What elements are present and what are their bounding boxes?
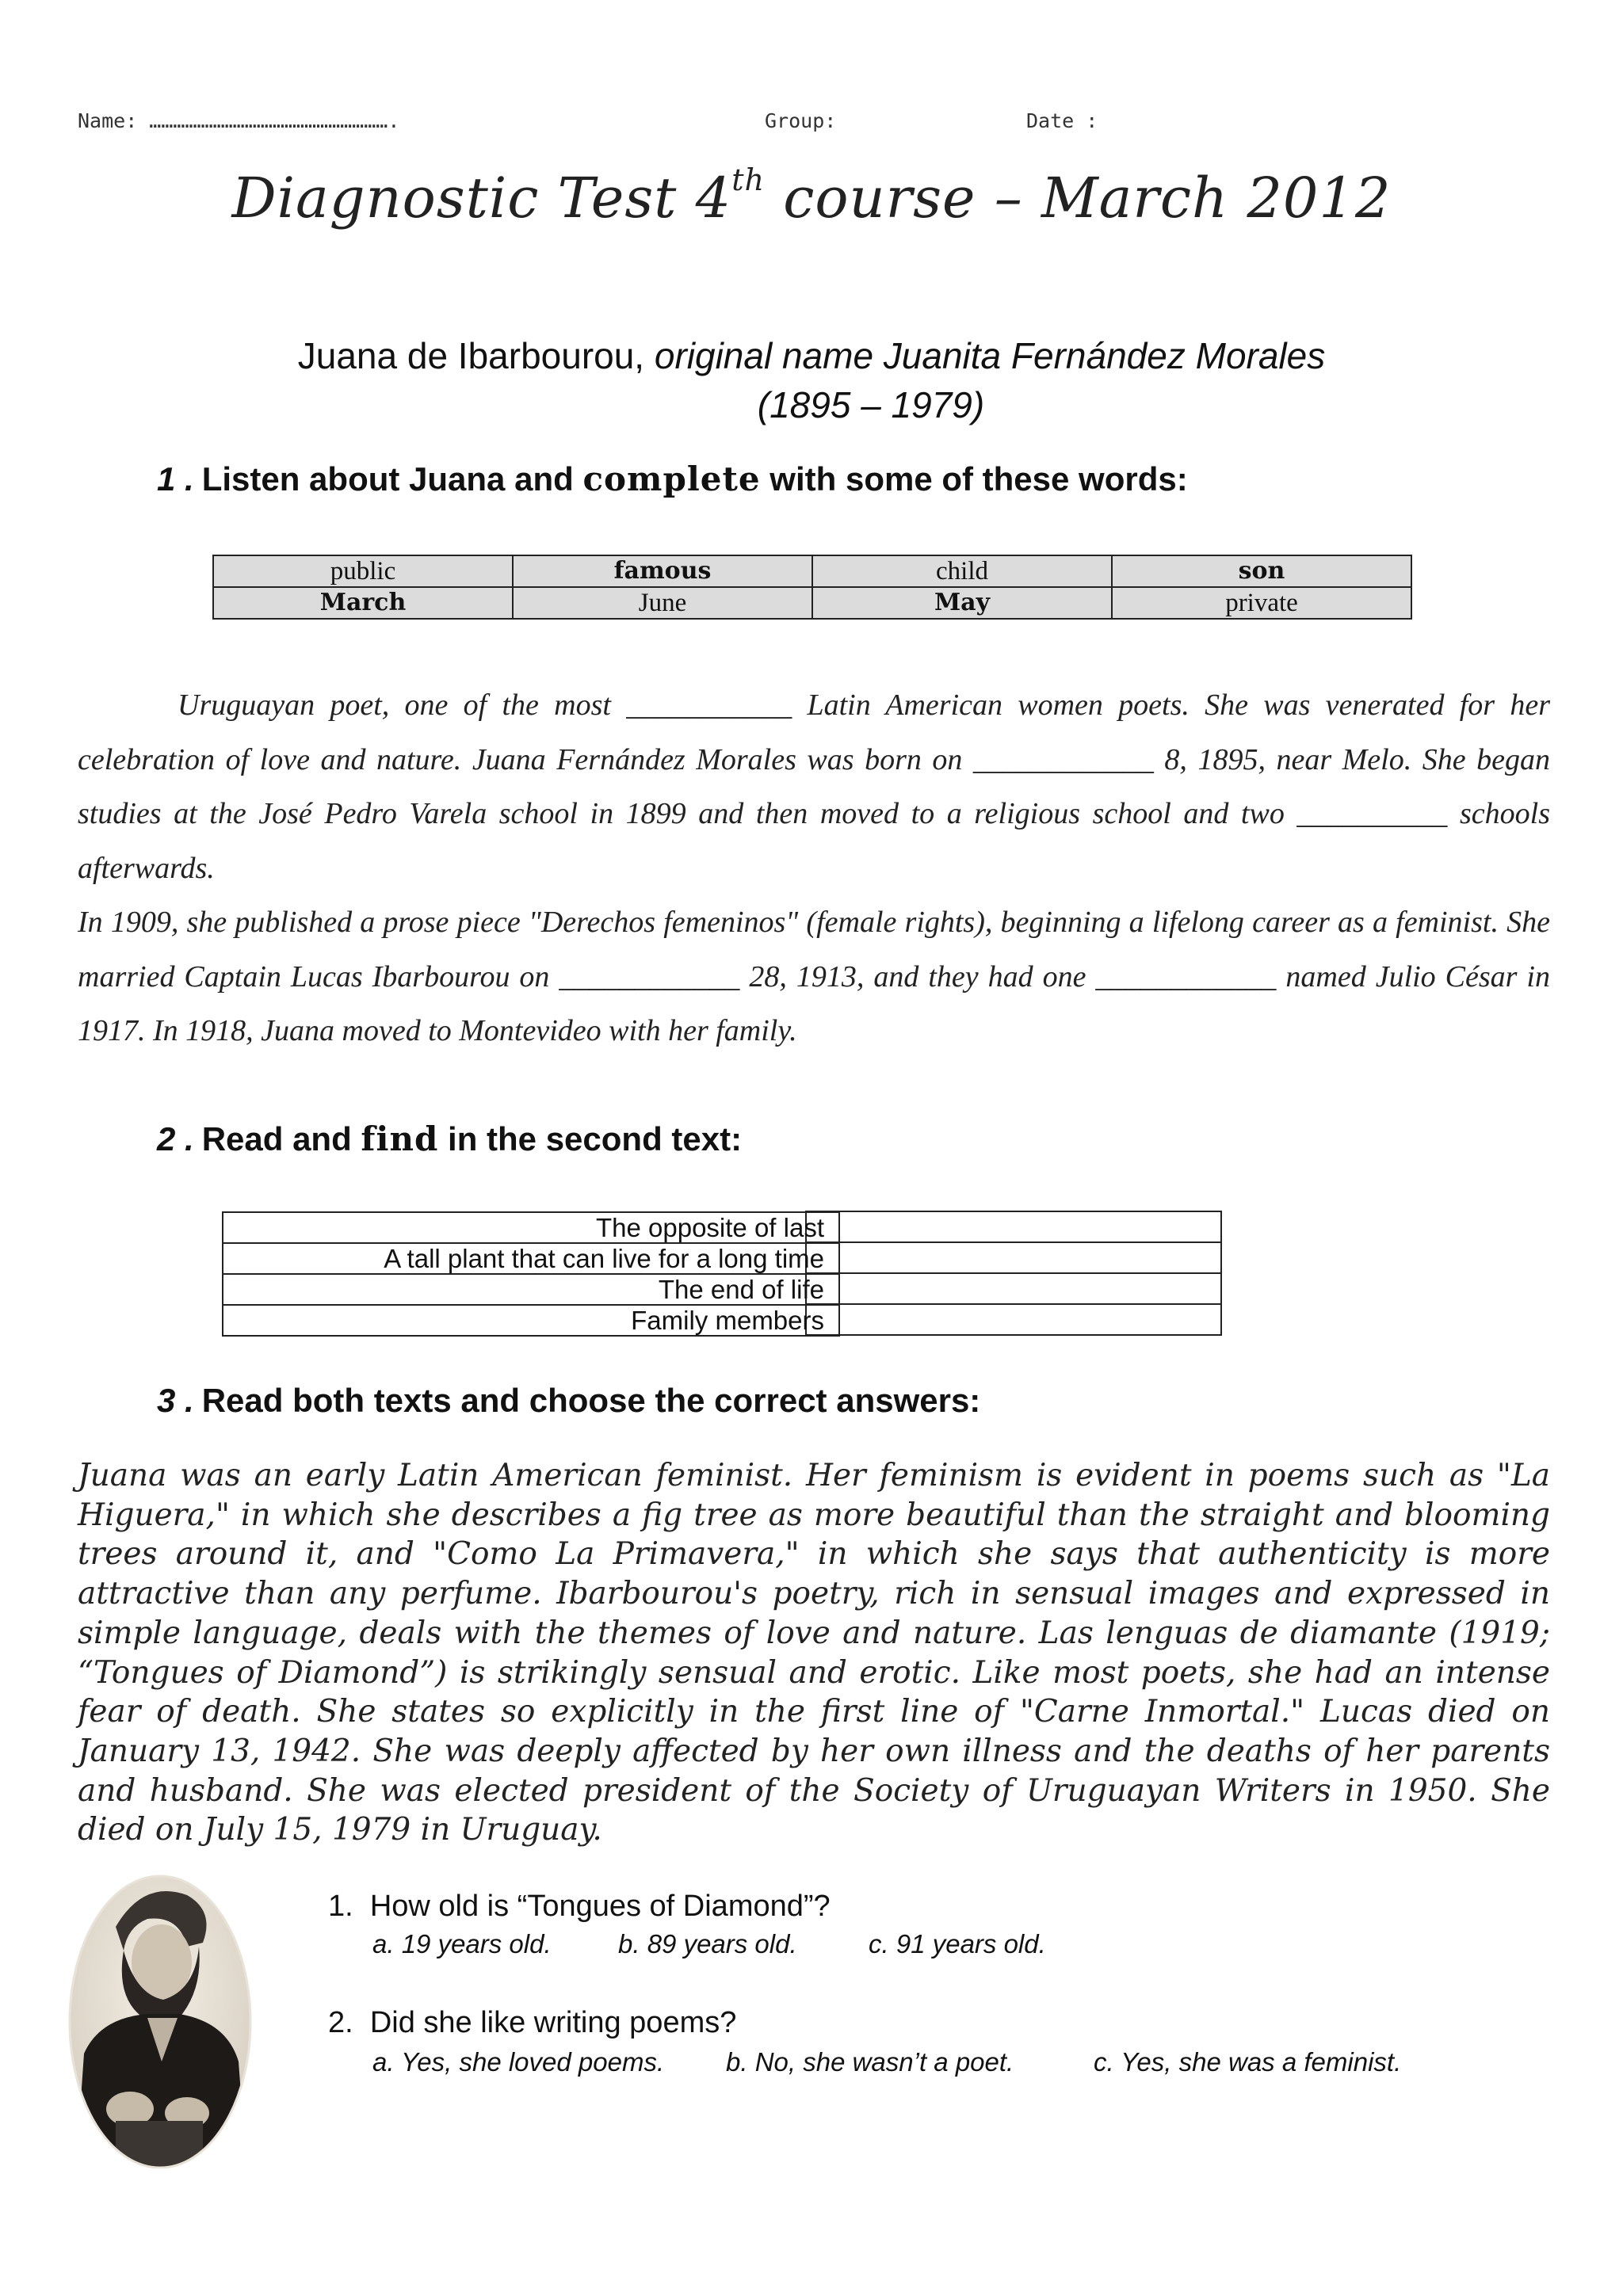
paragraph: Uruguayan poet, one of the most ___________ Latin American women poets. She was venerated for her celebration of love and nature. Juana Fernández Morales was born on ____________ 8, 1895, near Melo. She began studies at the José Pedro Varela school in 1899 and then moved to a religious school and two __________ schools afterwards. — [78, 688, 1550, 885]
word-cell: May — [812, 587, 1112, 619]
section-2-number: 2 . — [157, 1120, 194, 1158]
portrait-photo — [68, 1871, 252, 2168]
clue-cell: The end of life — [222, 1273, 840, 1306]
date-field-label: Date : — [1026, 109, 1098, 132]
paragraph: In 1909, she published a prose piece "Derechos femeninos" (female rights), beginning a lifelong career as a feminist. She married Captain Lucas Ibarbourou on ____________ 28, 1913, and they had one ____________ named Julio César in 1917. In 1918, Juana moved to Montevideo with her family. — [78, 906, 1550, 1047]
answer-cell[interactable] — [806, 1273, 1221, 1304]
section-1-title — [157, 460, 1188, 498]
heading-original-name: original name Juanita Fernández Morales — [644, 335, 1326, 376]
word-cell: public — [213, 555, 513, 587]
listening-text — [78, 678, 1550, 1058]
word-bank-table — [212, 555, 1412, 620]
heading-years: (1895 – 1979) — [757, 384, 985, 425]
answer-cell[interactable] — [806, 1242, 1221, 1273]
answer-option[interactable]: a. 19 years old. — [372, 1929, 552, 1958]
title-main: Diagnostic Test 4 — [231, 166, 732, 231]
section-2-text-before: Read and — [201, 1120, 361, 1158]
section-3-title — [157, 1382, 980, 1420]
section-1-number: 1 . — [157, 460, 194, 498]
name-field-label: Name: ……………………………………………………. — [78, 109, 400, 132]
question-1-options — [372, 1929, 1165, 1961]
clue-cell: Family members — [222, 1304, 840, 1337]
group-field-label: Group: — [765, 109, 837, 132]
word-cell: famous — [513, 555, 812, 587]
question-number: 1. — [328, 1890, 353, 1923]
clue-cell: The opposite of last — [222, 1211, 840, 1244]
answer-option[interactable]: a. Yes, she loved poems. — [372, 2047, 665, 2077]
title-superscript: th — [731, 162, 765, 197]
section-1-emphasis: complete — [582, 460, 761, 498]
section-2-emphasis: find — [361, 1119, 439, 1158]
answer-option[interactable]: b. No, she wasn’t a poet. — [726, 2047, 1014, 2077]
question-text: How old is “Tongues of Diamond”? — [369, 1890, 831, 1923]
answer-cell[interactable] — [806, 1304, 1221, 1335]
table-row — [213, 587, 1411, 619]
word-cell: private — [1112, 587, 1411, 619]
heading-name: Juana de Ibarbourou, — [297, 335, 645, 376]
section-1-text-before: Listen about Juana and — [201, 460, 583, 498]
answer-option[interactable]: c. Yes, she was a feminist. — [1094, 2047, 1402, 2077]
question-1 — [328, 1890, 831, 1924]
word-cell: child — [812, 555, 1112, 587]
word-cell: son — [1112, 555, 1411, 587]
table-row — [222, 1242, 1221, 1273]
question-2 — [328, 2006, 736, 2040]
answer-option[interactable]: c. 91 years old. — [869, 1929, 1046, 1958]
answer-cell[interactable] — [806, 1211, 1221, 1242]
section-1-text-after: with some of these words: — [760, 460, 1188, 498]
word-cell: March — [213, 587, 513, 619]
section-2-title — [157, 1119, 742, 1158]
question-2-options — [372, 2047, 1482, 2079]
table-row — [222, 1304, 1221, 1335]
reading-text: Juana was an early Latin American feminist. Her feminism is evident in poems such as "La Higuera," in which she describes a fig tree as more beautiful than the straight and blooming trees around it, and "Como La Primavera," in which she says that authenticity is more attractive than any perfume. Ibarbourou's poetry, rich in sensual images and expressed in simple language, deals with the themes of love and nature. Las lenguas de diamante (1919; “Tongues of Diamond”) is strikingly sensual and erotic. Like most poets, she had an intense fear of death. She states so explicitly in the first line of "Carne Inmortal." Lucas died on January 13, 1942. She was deeply affected by her own illness and the deaths of her parents and husband. She was elected president of the Society of Uruguayan Writers in 1950. She died on July 15, 1979 in Uruguay. — [78, 1458, 1550, 1848]
answer-option[interactable]: b. 89 years old. — [618, 1929, 797, 1958]
page-title — [0, 162, 1623, 231]
table-row — [222, 1211, 1221, 1242]
clue-cell: A tall plant that can live for a long time — [222, 1242, 840, 1275]
title-rest: course – March 2012 — [764, 166, 1392, 231]
find-words-table — [222, 1211, 1222, 1336]
subject-heading — [0, 331, 1623, 429]
section-3-number: 3 . — [157, 1382, 194, 1419]
section-3-text: Read both texts and choose the correct answers: — [201, 1382, 981, 1419]
section-2-text-after: in the second text: — [438, 1120, 743, 1158]
table-row — [222, 1273, 1221, 1304]
word-cell: June — [513, 587, 812, 619]
table-row — [213, 555, 1411, 587]
question-text: Did she like writing poems? — [369, 2006, 737, 2039]
question-number: 2. — [328, 2006, 353, 2039]
